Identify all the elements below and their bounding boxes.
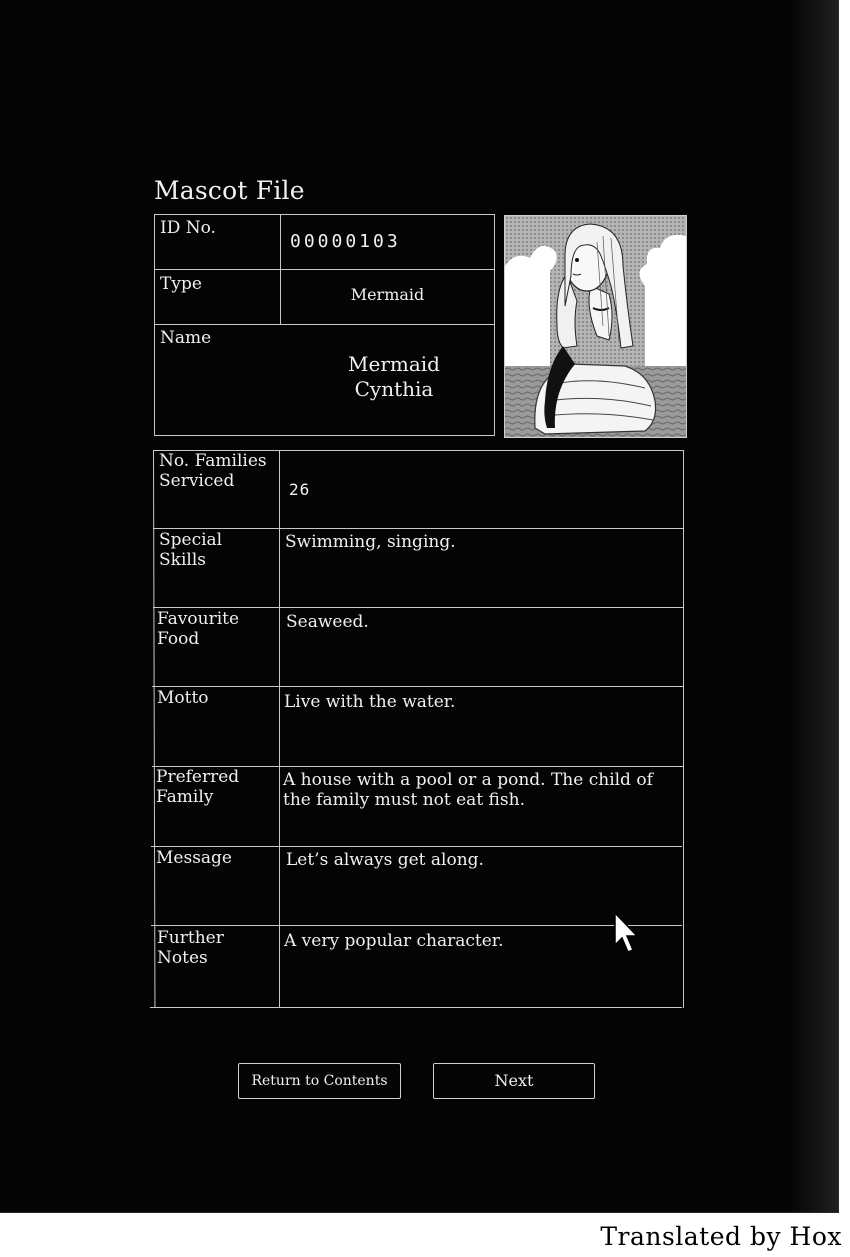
translator-credit: Translated by Hox [600,1222,842,1251]
page-title: Mascot File [154,176,305,205]
mouse-pointer-icon [613,911,641,959]
favourite-food-value: Seaweed. [286,612,369,632]
name-value-line2: Cynthia [354,377,434,401]
name-value-line1: Mermaid [348,352,440,376]
mermaid-portrait-illustration [505,216,686,437]
id-value: 00000103 [290,231,401,252]
name-value [300,352,488,402]
name-label: Name [160,328,212,348]
favourite-food-label: Favourite Food [157,609,240,649]
next-button[interactable]: Next [433,1063,595,1099]
families-serviced-label: No. Families Serviced [159,451,267,491]
preferred-family-value: A house with a pool or a pond. The child of the family must not eat fish. [283,770,653,810]
motto-value: Live with the water. [284,692,456,712]
message-value: Let’s always get along. [286,850,484,870]
motto-label: Motto [157,688,209,708]
message-label: Message [156,848,232,868]
id-label: ID No. [160,218,216,238]
special-skills-value: Swimming, singing. [285,532,456,552]
mermaid-portrait [504,215,687,438]
special-skills-label: Special Skills [159,530,223,570]
type-value: Mermaid [350,285,425,304]
further-notes-value: A very popular character. [284,931,504,951]
families-serviced-value: 26 [289,480,311,499]
further-notes-label: Further Notes [157,928,224,968]
return-to-contents-button[interactable]: Return to Contents [238,1063,401,1099]
preferred-family-label: Preferred Family [156,767,240,807]
type-label: Type [160,274,202,294]
